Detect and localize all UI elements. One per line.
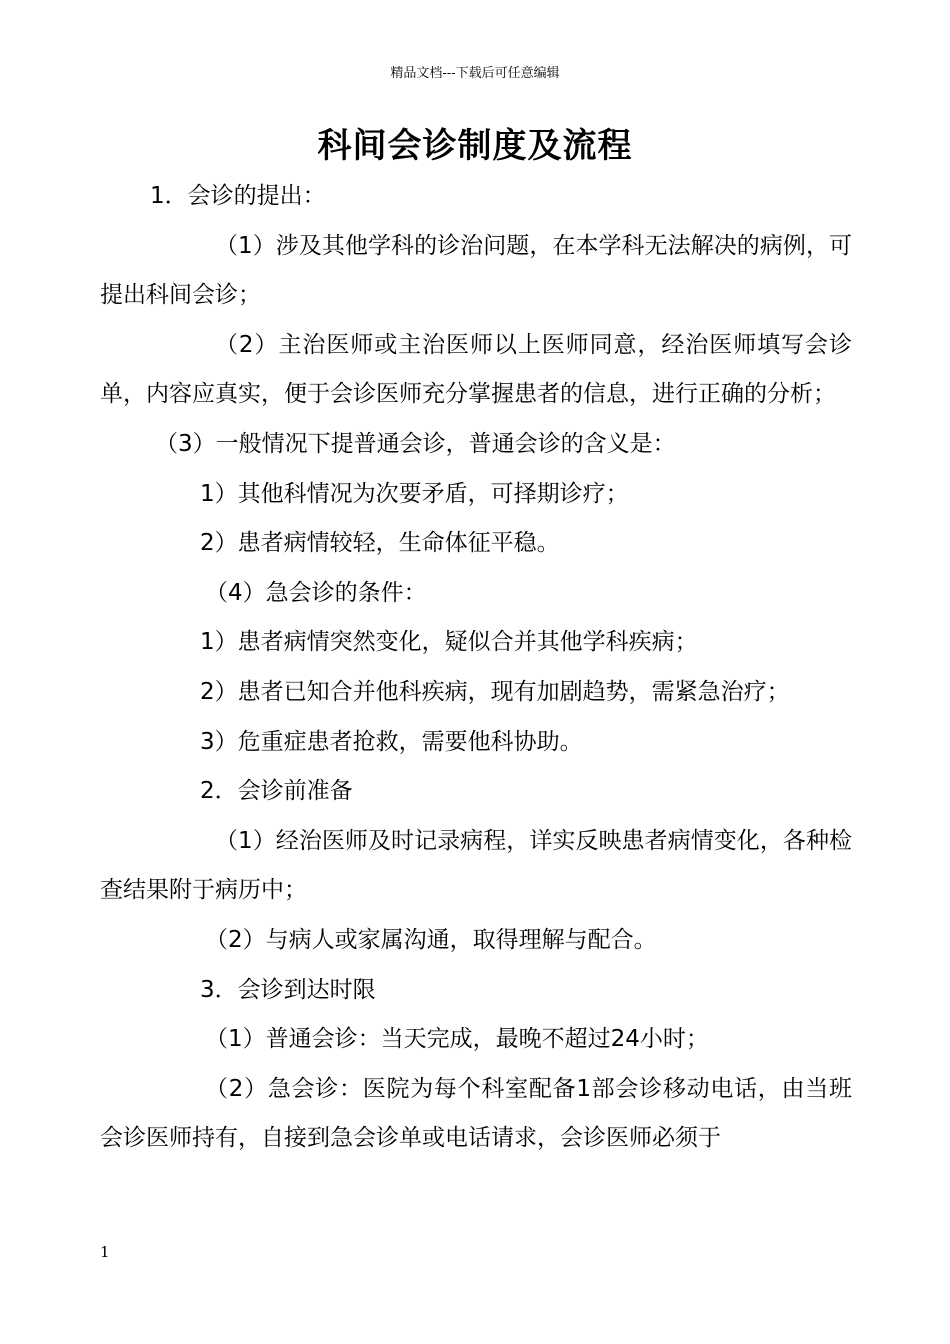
paragraph: （2）急会诊：医院为每个科室配备1部会诊移动电话，由当班会诊医师持有，自接到急会诊单或电话请求，会诊医师必须于 (100, 1075, 852, 1152)
section-heading-consultation-request: 1．会诊的提出： (150, 183, 326, 209)
list-item: 2）患者病情较轻，生命体征平稳。 (200, 530, 560, 557)
list-item: 3）危重症患者抢救，需要他科协助。 (200, 728, 583, 755)
document-body (100, 172, 852, 1164)
paragraph: （3）一般情况下提普通会诊，普通会诊的含义是： (155, 430, 676, 457)
paragraph: （1）涉及其他学科的诊治问题，在本学科无法解决的病例，可提出科间会诊； (100, 232, 852, 309)
list-item: 2）患者已知合并他科疾病，现有加剧趋势，需紧急治疗； (200, 678, 790, 705)
paragraph: （4）急会诊的条件： (205, 579, 427, 606)
section-heading-time-limit: 3．会诊到达时限 (200, 976, 376, 1003)
paragraph: （1）经治医师及时记录病程，详实反映患者病情变化，各种检查结果附于病历中； (100, 827, 852, 904)
section-heading-preparation: 2．会诊前准备 (200, 778, 353, 805)
list-item: 1）其他科情况为次要矛盾，可择期诊疗； (200, 480, 629, 507)
paragraph: （2）与病人或家属沟通，取得理解与配合。 (205, 926, 657, 953)
paragraph: （2）主治医师或主治医师以上医师同意，经治医师填写会诊单，内容应真实，便于会诊医师充分掌握患者的信息，进行正确的分析； (100, 331, 852, 408)
page-header-note: 精品文档---下载后可任意编辑 (390, 66, 560, 81)
document-title: 科间会诊制度及流程 (317, 126, 633, 166)
page-number: 1 (100, 1243, 110, 1261)
paragraph: （1）普通会诊：当天完成，最晚不超过24小时； (205, 1026, 709, 1053)
list-item: 1）患者病情突然变化，疑似合并其他学科疾病； (200, 629, 698, 656)
